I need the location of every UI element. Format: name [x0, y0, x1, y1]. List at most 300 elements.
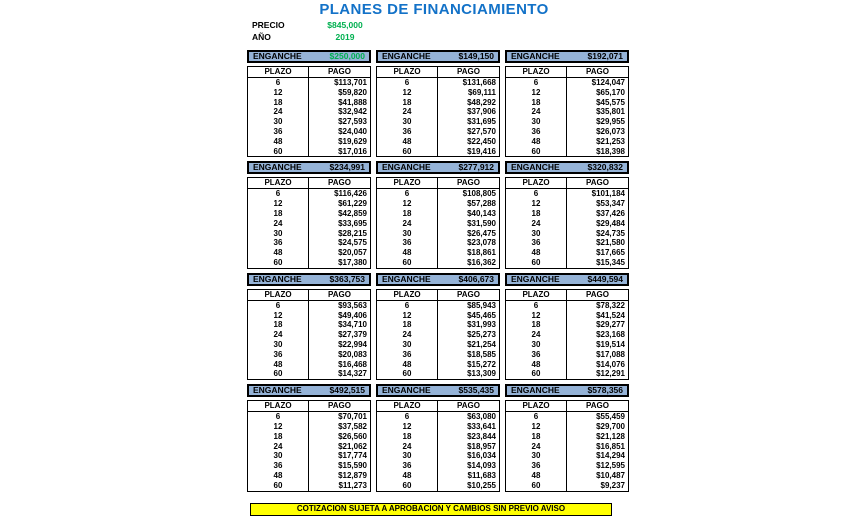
payment-row [506, 88, 628, 98]
plazo-value: 48 [506, 248, 567, 258]
pago-value: $55,459 [596, 412, 625, 422]
pago-value: $24,040 [338, 126, 367, 136]
plazo-value: 12 [506, 199, 567, 209]
enganche-label: ENGANCHE [253, 162, 302, 173]
plazo-value: 24 [377, 442, 438, 452]
pago-column-header: PAGO [328, 178, 351, 188]
pago-value: $18,861 [467, 248, 496, 258]
payment-row [506, 78, 628, 88]
pago-value: $10,255 [467, 480, 496, 490]
pago-value: $17,665 [596, 248, 625, 258]
payment-row [377, 330, 499, 340]
payment-row [377, 481, 499, 491]
pago-value: $9,237 [600, 480, 625, 490]
plazo-value: 60 [506, 147, 567, 157]
pago-column-header: PAGO [328, 401, 351, 411]
plazo-value: 18 [377, 209, 438, 219]
pago-value: $35,801 [596, 107, 625, 117]
plazo-value: 30 [506, 340, 567, 350]
pago-column-header: PAGO [586, 178, 609, 188]
payment-row [506, 360, 628, 370]
payment-table [247, 289, 371, 380]
payment-table-header [377, 178, 499, 189]
pago-value: $16,362 [467, 257, 496, 267]
payment-table-body [506, 301, 628, 379]
pago-value: $11,683 [467, 470, 496, 480]
pago-value: $31,993 [467, 320, 496, 330]
payment-table [505, 400, 629, 491]
payment-row [506, 219, 628, 229]
payment-row [377, 340, 499, 350]
plazo-value: 48 [248, 360, 309, 370]
payment-table-body [248, 412, 370, 490]
pago-value: $17,016 [338, 146, 367, 156]
pago-value: $21,128 [596, 431, 625, 441]
enganche-label: ENGANCHE [382, 273, 431, 284]
plazo-value: 36 [248, 461, 309, 471]
payment-row [248, 98, 370, 108]
payment-table-header [248, 67, 370, 78]
enganche-label: ENGANCHE [382, 162, 431, 173]
financing-plan [247, 384, 371, 491]
enganche-label: ENGANCHE [511, 273, 560, 284]
payment-row [506, 98, 628, 108]
payment-row [506, 350, 628, 360]
enganche-amount: $406,673 [458, 273, 494, 284]
pago-value: $70,701 [338, 412, 367, 422]
pago-column-header: PAGO [457, 401, 480, 411]
pago-column-header: PAGO [586, 67, 609, 76]
enganche-header [505, 50, 629, 63]
pago-value: $93,563 [338, 300, 367, 310]
plazo-value: 12 [377, 199, 438, 209]
pago-value: $41,524 [596, 310, 625, 320]
plazo-value: 36 [377, 350, 438, 360]
pago-column-header: PAGO [457, 289, 480, 299]
payment-row [377, 88, 499, 98]
pago-value: $23,168 [596, 330, 625, 340]
pago-value: $101,184 [591, 189, 625, 199]
plazo-value: 30 [506, 451, 567, 461]
payment-table-header [506, 290, 628, 301]
pago-value: $37,426 [596, 208, 625, 218]
payment-row [248, 350, 370, 360]
payment-table-header [248, 401, 370, 412]
plazo-value: 12 [248, 422, 309, 432]
plazo-value: 18 [506, 98, 567, 108]
enganche-amount: $277,912 [458, 162, 494, 173]
plazo-value: 60 [377, 481, 438, 491]
payment-row [377, 98, 499, 108]
pago-value: $21,580 [596, 238, 625, 248]
enganche-label: ENGANCHE [382, 385, 431, 396]
payment-row [377, 350, 499, 360]
plans-grid [247, 50, 629, 492]
pago-value: $10,487 [596, 470, 625, 480]
financing-plan [505, 50, 629, 157]
plazo-value: 30 [248, 451, 309, 461]
payment-table [376, 289, 500, 380]
plazo-value: 60 [248, 369, 309, 379]
pago-value: $12,291 [596, 369, 625, 379]
enganche-label: ENGANCHE [511, 162, 560, 173]
payment-row [248, 481, 370, 491]
payment-row [506, 117, 628, 127]
page-title: PLANES DE FINANCIAMIENTO [319, 1, 549, 18]
plazo-value: 18 [377, 432, 438, 442]
payment-row [506, 127, 628, 137]
year-value: 2019 [335, 31, 355, 42]
pago-value: $26,073 [596, 126, 625, 136]
plazo-value: 30 [248, 340, 309, 350]
payment-row [377, 137, 499, 147]
payment-row [506, 320, 628, 330]
pago-column-header: PAGO [457, 178, 480, 188]
pago-value: $18,585 [467, 349, 496, 359]
plazo-value: 12 [248, 199, 309, 209]
plazo-value: 24 [506, 219, 567, 229]
plazo-value: 36 [377, 238, 438, 248]
payment-row [248, 442, 370, 452]
plazo-column-header: PLAZO [506, 401, 567, 411]
pago-value: $14,294 [596, 451, 625, 461]
payment-table [247, 177, 371, 268]
price-label: PRECIO [252, 20, 285, 30]
plazo-value: 18 [248, 209, 309, 219]
pago-value: $34,710 [338, 320, 367, 330]
enganche-header [376, 384, 500, 397]
pago-value: $131,668 [462, 78, 496, 87]
enganche-header [247, 384, 371, 397]
payment-row [377, 209, 499, 219]
enganche-label: ENGANCHE [382, 51, 431, 61]
enganche-label: ENGANCHE [253, 273, 302, 284]
plazo-column-header: PLAZO [377, 401, 438, 411]
payment-row [506, 481, 628, 491]
payment-table-header [248, 290, 370, 301]
pago-value: $24,735 [596, 228, 625, 238]
plazo-column-header: PLAZO [248, 67, 309, 77]
plazo-value: 48 [248, 248, 309, 258]
pago-column-header: PAGO [328, 67, 351, 76]
pago-value: $57,288 [467, 199, 496, 209]
payment-table-header [248, 178, 370, 189]
payment-row [377, 461, 499, 471]
payment-row [248, 209, 370, 219]
pago-value: $37,906 [467, 107, 496, 117]
plazo-value: 24 [248, 442, 309, 452]
pago-value: $21,062 [338, 441, 367, 451]
pago-value: $49,406 [338, 310, 367, 320]
plazo-value: 36 [506, 350, 567, 360]
financing-plan [376, 161, 500, 268]
payment-table-body [506, 78, 628, 156]
plazo-value: 48 [377, 471, 438, 481]
year-row [252, 32, 422, 44]
enganche-amount: $535,435 [458, 385, 494, 396]
enganche-header [505, 384, 629, 397]
financing-plan [247, 50, 371, 157]
payment-table [505, 289, 629, 380]
pago-value: $14,093 [467, 461, 496, 471]
plazo-value: 60 [248, 258, 309, 268]
payment-row [377, 451, 499, 461]
pago-value: $53,347 [596, 199, 625, 209]
payment-row [506, 147, 628, 157]
plazo-value: 48 [377, 360, 438, 370]
pago-value: $108,805 [462, 189, 496, 199]
plazo-value: 6 [377, 78, 438, 88]
payment-row [377, 311, 499, 321]
payment-row [248, 238, 370, 248]
pago-value: $17,088 [596, 349, 625, 359]
plazo-value: 6 [506, 412, 567, 422]
payment-row [377, 412, 499, 422]
pago-value: $21,254 [467, 339, 496, 349]
pago-value: $45,465 [467, 310, 496, 320]
payment-row [248, 422, 370, 432]
plazo-value: 6 [248, 189, 309, 199]
payment-row [506, 258, 628, 268]
plazo-value: 60 [377, 369, 438, 379]
plazo-column-header: PLAZO [506, 67, 567, 77]
plazo-value: 24 [506, 442, 567, 452]
payment-row [506, 238, 628, 248]
pago-value: $17,380 [338, 257, 367, 267]
pago-column-header: PAGO [586, 401, 609, 411]
plazo-value: 12 [506, 88, 567, 98]
plazo-value: 6 [248, 301, 309, 311]
payment-row [506, 137, 628, 147]
enganche-header [376, 273, 500, 286]
enganche-amount: $250,000 [329, 51, 365, 61]
payment-row [377, 117, 499, 127]
payment-row [248, 189, 370, 199]
pago-value: $45,575 [596, 97, 625, 107]
payment-row [248, 258, 370, 268]
pago-value: $65,170 [596, 87, 625, 97]
payment-table [376, 66, 500, 157]
plazo-value: 48 [377, 248, 438, 258]
price-row [252, 20, 422, 32]
plazo-value: 18 [506, 320, 567, 330]
payment-row [377, 320, 499, 330]
plazo-value: 6 [377, 189, 438, 199]
payment-row [506, 107, 628, 117]
pago-value: $29,277 [596, 320, 625, 330]
pago-value: $17,774 [338, 451, 367, 461]
payment-row [506, 209, 628, 219]
pago-value: $15,345 [596, 257, 625, 267]
financing-plan [505, 273, 629, 380]
payment-row [506, 432, 628, 442]
pago-value: $25,273 [467, 330, 496, 340]
payment-row [377, 471, 499, 481]
plazo-value: 48 [248, 137, 309, 147]
pago-value: $20,057 [338, 248, 367, 258]
plazo-value: 24 [506, 107, 567, 117]
plazo-value: 60 [506, 481, 567, 491]
payment-table-body [506, 412, 628, 490]
payment-row [248, 199, 370, 209]
payment-row [506, 340, 628, 350]
payment-row [248, 369, 370, 379]
pago-value: $28,215 [338, 228, 367, 238]
enganche-amount: $320,832 [587, 162, 623, 173]
payment-table [376, 177, 500, 268]
plazo-value: 6 [377, 412, 438, 422]
payment-row [377, 229, 499, 239]
financing-plan [376, 273, 500, 380]
pago-value: $29,955 [596, 117, 625, 127]
payment-table-header [377, 290, 499, 301]
pago-value: $24,575 [338, 238, 367, 248]
payment-row [248, 301, 370, 311]
plazo-value: 24 [248, 330, 309, 340]
pago-value: $19,514 [596, 339, 625, 349]
financing-plan [247, 273, 371, 380]
plazo-value: 18 [248, 320, 309, 330]
plazo-value: 30 [248, 117, 309, 127]
disclaimer-banner: COTIZACION SUJETA A APROBACION Y CAMBIOS SIN PREVIO AVISO [250, 503, 612, 516]
pago-value: $16,851 [596, 441, 625, 451]
payment-row [506, 301, 628, 311]
payment-row [377, 432, 499, 442]
plazo-value: 24 [506, 330, 567, 340]
payment-table-header [506, 67, 628, 78]
enganche-amount: $363,753 [329, 273, 365, 284]
pago-value: $113,701 [334, 78, 367, 87]
pago-value: $40,143 [467, 208, 496, 218]
payment-row [506, 189, 628, 199]
payment-table [505, 66, 629, 157]
pago-value: $23,078 [467, 238, 496, 248]
payment-row [377, 107, 499, 117]
pago-value: $14,327 [338, 369, 367, 379]
pago-value: $29,700 [596, 421, 625, 431]
plazo-column-header: PLAZO [377, 178, 438, 188]
payment-row [506, 422, 628, 432]
pago-value: $22,994 [338, 339, 367, 349]
payment-table-body [248, 189, 370, 267]
payment-row [248, 117, 370, 127]
pago-value: $63,080 [467, 412, 496, 422]
financing-plan [376, 384, 500, 491]
pago-value: $23,844 [467, 431, 496, 441]
enganche-amount: $492,515 [329, 385, 365, 396]
plazo-value: 6 [248, 78, 309, 88]
pago-value: $27,593 [338, 117, 367, 127]
payment-row [248, 137, 370, 147]
enganche-amount: $578,356 [587, 385, 623, 396]
pago-value: $59,820 [338, 87, 367, 97]
pago-value: $61,229 [338, 199, 367, 209]
payment-row [248, 360, 370, 370]
pago-value: $33,695 [338, 218, 367, 228]
payment-row [248, 451, 370, 461]
payment-table-body [377, 189, 499, 267]
payment-row [506, 330, 628, 340]
payment-row [506, 461, 628, 471]
plazo-value: 12 [248, 311, 309, 321]
payment-table-header [377, 67, 499, 78]
plazo-value: 60 [506, 258, 567, 268]
plazo-value: 36 [248, 238, 309, 248]
pago-value: $11,273 [338, 480, 367, 490]
plazo-value: 48 [506, 137, 567, 147]
pago-value: $15,272 [467, 359, 496, 369]
pago-value: $19,629 [338, 136, 367, 146]
payment-row [506, 412, 628, 422]
plazo-value: 48 [377, 137, 438, 147]
payment-row [377, 248, 499, 258]
plazo-column-header: PLAZO [248, 178, 309, 188]
pago-value: $78,322 [596, 300, 625, 310]
payment-table-body [377, 412, 499, 490]
pago-value: $37,582 [338, 421, 367, 431]
plazo-value: 12 [377, 422, 438, 432]
payment-table [376, 400, 500, 491]
plazo-value: 24 [377, 330, 438, 340]
plazo-value: 18 [506, 432, 567, 442]
pago-column-header: PAGO [457, 67, 480, 76]
enganche-header [505, 273, 629, 286]
payment-row [506, 369, 628, 379]
plazo-value: 60 [377, 258, 438, 268]
payment-row [506, 311, 628, 321]
payment-row [248, 330, 370, 340]
payment-row [248, 432, 370, 442]
payment-row [506, 248, 628, 258]
payment-table-header [506, 178, 628, 189]
pago-value: $20,083 [338, 349, 367, 359]
enganche-header [247, 50, 371, 63]
pago-value: $41,888 [338, 97, 367, 107]
payment-row [248, 320, 370, 330]
plazo-value: 36 [506, 127, 567, 137]
price-value: $845,000 [327, 20, 363, 30]
plazo-value: 48 [248, 471, 309, 481]
enganche-header [376, 161, 500, 174]
plazo-value: 30 [377, 340, 438, 350]
payment-row [377, 199, 499, 209]
plazo-value: 18 [248, 98, 309, 108]
enganche-header [505, 161, 629, 174]
plazo-value: 60 [377, 147, 438, 157]
payment-row [248, 471, 370, 481]
payment-table-header [506, 401, 628, 412]
pago-value: $22,450 [467, 136, 496, 146]
price-info-block [252, 20, 422, 43]
pago-value: $124,047 [591, 78, 625, 87]
pago-column-header: PAGO [586, 289, 609, 299]
plazo-value: 6 [506, 189, 567, 199]
payment-row [248, 88, 370, 98]
pago-value: $16,468 [338, 359, 367, 369]
payment-row [506, 229, 628, 239]
pago-value: $15,590 [338, 461, 367, 471]
plazo-value: 18 [248, 432, 309, 442]
plazo-value: 6 [506, 78, 567, 88]
payment-row [377, 238, 499, 248]
pago-value: $16,034 [467, 451, 496, 461]
pago-value: $18,957 [467, 441, 496, 451]
pago-value: $69,111 [467, 87, 496, 97]
payment-row [248, 461, 370, 471]
payment-row [377, 442, 499, 452]
plazo-value: 24 [377, 107, 438, 117]
payment-table [247, 400, 371, 491]
